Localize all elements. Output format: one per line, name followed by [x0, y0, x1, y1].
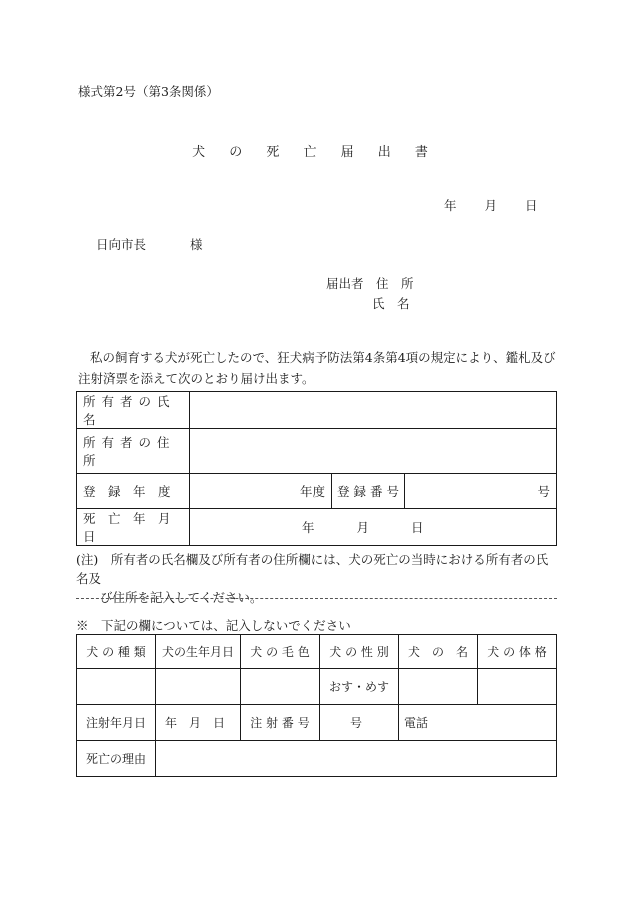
death-date-field[interactable]: [190, 509, 557, 546]
death-month: 月: [356, 520, 370, 535]
dog-color-field[interactable]: [241, 669, 320, 705]
number-unit: 号: [537, 484, 550, 499]
note-line-1: 所有者の氏名欄及び所有者の住所欄には、犬の死亡の当時における所有者の氏名及: [76, 552, 549, 586]
dog-size-field[interactable]: [478, 669, 557, 705]
owner-name-field[interactable]: [190, 392, 557, 429]
dog-name-field[interactable]: [399, 669, 478, 705]
notifier-label: 届出者: [326, 276, 364, 291]
note-line-2: び住所を記入してください。: [100, 590, 263, 605]
owner-name-label: 所有者の氏名: [77, 392, 190, 429]
header-dog-birthdate: 犬の生年月日: [156, 635, 241, 669]
addressee: [96, 235, 203, 253]
death-reason-field[interactable]: [156, 741, 557, 777]
header-dog-sex: 犬 の 性 別: [320, 635, 399, 669]
injection-date-field[interactable]: 年 月 日: [156, 705, 241, 741]
note-prefix: (注): [76, 552, 99, 567]
notifier-name-label: 氏 名: [372, 296, 410, 311]
injection-date-label: 注射年月日: [77, 705, 156, 741]
dog-birthdate-field[interactable]: [156, 669, 241, 705]
injection-number-field[interactable]: 号: [320, 705, 399, 741]
registration-year-label: 登 録 年 度: [77, 474, 190, 509]
owner-address-field[interactable]: [190, 429, 557, 474]
fiscal-year-unit: 年度: [299, 484, 325, 499]
registration-number-field[interactable]: [405, 474, 557, 509]
registration-year-field[interactable]: [190, 474, 332, 509]
date-year: 年: [444, 198, 457, 213]
submission-date: [444, 196, 538, 214]
form-number: 様式第2号（第3条関係）: [78, 84, 219, 99]
death-date-label: 死 亡 年 月 日: [77, 509, 190, 546]
page-title: 犬 の 死 亡 届 出 書: [192, 145, 438, 160]
notifier-address-label: 住 所: [376, 276, 414, 291]
owner-table: [76, 391, 557, 546]
death-year: 年: [302, 520, 315, 535]
header-dog-size: 犬 の 体 格: [478, 635, 557, 669]
phone-field[interactable]: 電話: [399, 705, 557, 741]
notifier-block: [326, 274, 414, 314]
addressee-honorific: 様: [190, 237, 203, 252]
addressee-name: 日向市長: [96, 237, 147, 252]
header-dog-name: 犬 の 名: [399, 635, 478, 669]
date-day: 日: [525, 198, 538, 213]
office-note: ※ 下記の欄については、記入しないでください: [76, 618, 351, 633]
dog-sex-field[interactable]: おす・めす: [320, 669, 399, 705]
death-reason-label: 死亡の理由: [77, 741, 156, 777]
dog-table: [76, 634, 557, 777]
registration-number-label: 登 録 番 号: [332, 474, 405, 509]
body-text: 私の飼育する犬が死亡したので、狂犬病予防法第4条第4項の規定により、鑑札及び注射済票を添えて次のとおり届け出ます。: [78, 350, 556, 386]
header-dog-breed: 犬 の 種 類: [77, 635, 156, 669]
injection-number-label: 注 射 番 号: [241, 705, 320, 741]
divider: [76, 598, 557, 599]
header-dog-color: 犬 の 毛 色: [241, 635, 320, 669]
date-month: 月: [484, 198, 498, 213]
dog-breed-field[interactable]: [77, 669, 156, 705]
owner-address-label: 所有者の住所: [77, 429, 190, 474]
death-day: 日: [411, 520, 424, 535]
